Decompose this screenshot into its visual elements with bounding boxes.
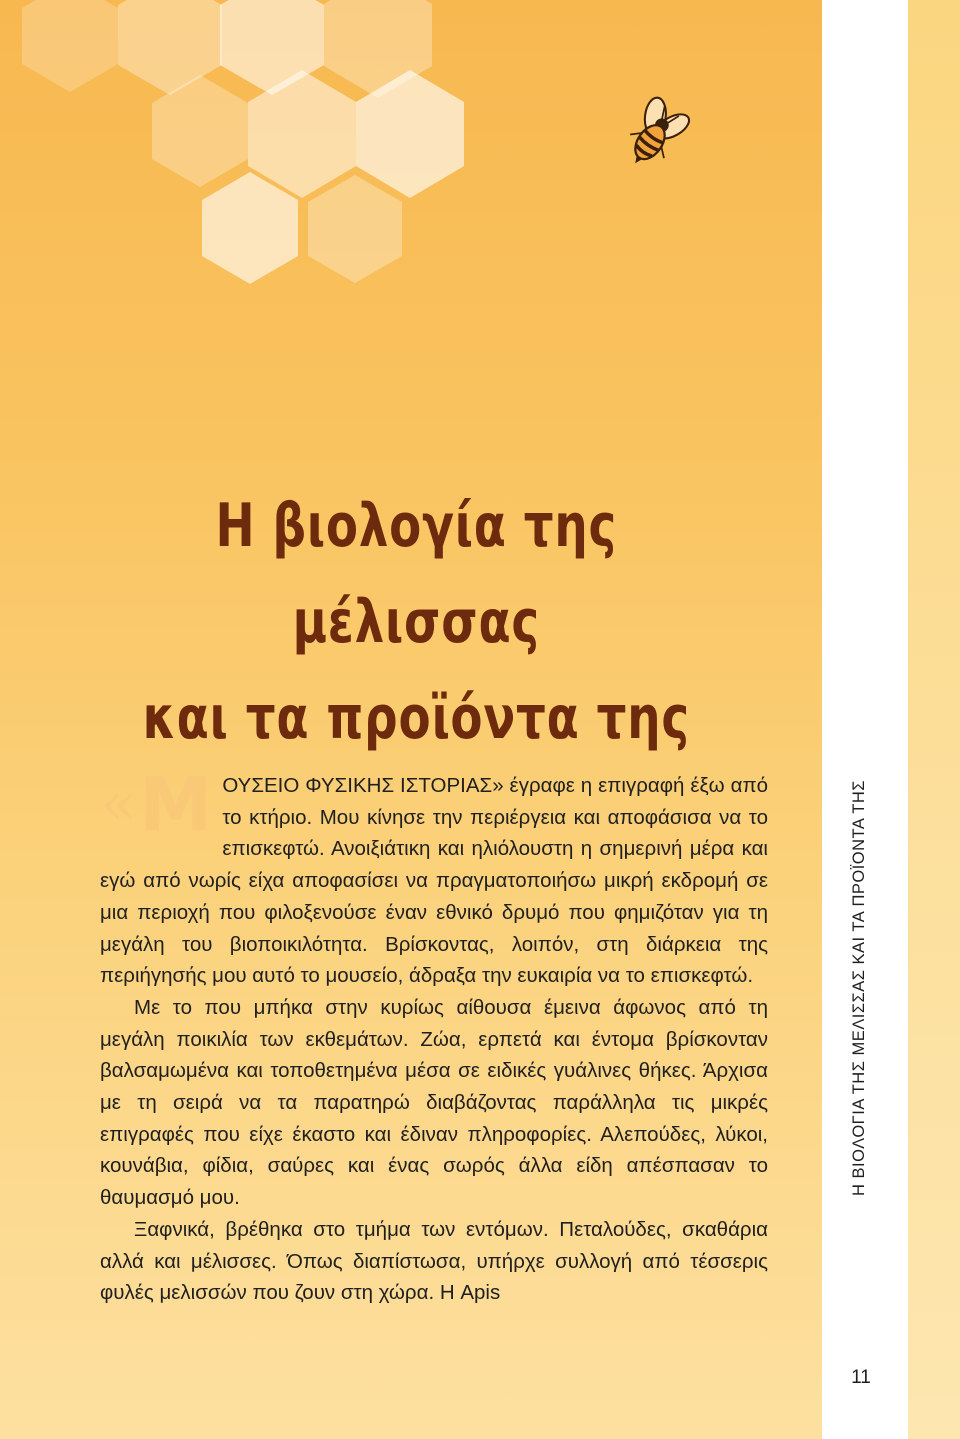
chapter-title-line-1: Η βιολογία της μέλισσας — [215, 491, 618, 657]
body-text — [100, 762, 768, 1309]
paragraph-1 — [100, 762, 768, 992]
honeycomb-decoration — [0, 0, 580, 360]
honeycomb-cell — [202, 172, 298, 284]
paragraph-2: Με το που μπήκα στην κυρίως αίθουσα έμεινα άφωνος από τη μεγάλη ποικιλία των εκθεμάτων. Ζώα, ερπετά και έντομα βρίσκονταν βαλσαμωμένα και τοποθετημένα μέσα σε ειδικές γυάλινες θήκες. Άρχισα με τη σειρά να τα παρατηρώ διαβάζοντας παράλληλα τις μικρές επιγραφές που είχε έκαστο και έδιναν πληροφορίες. Αλεπούδες, λύκοι, κουνάβια, φίδια, σαύρες και ένας σωρός άλλα είδη απέσπασαν το θαυμασμό μου. — [100, 995, 768, 1210]
chapter-title-line-2: και τα προϊόντα της — [142, 683, 690, 753]
page-number: 11 — [851, 1367, 871, 1388]
running-head: Η ΒΙΟΛΟΓΙΑ ΤΗΣ ΜΕΛΙΣΣΑΣ ΚΑΙ ΤΑ ΠΡΟΪΟΝΤΑ ΤΗΣ — [850, 780, 868, 1196]
paragraph-1-text: ΟΥΣΕΙΟ ΦΥΣΙΚΗΣ ΙΣΤΟΡΙΑΣ» έγραφε η επιγραφή έξω από το κτήριο. Μου κίνησε την περιέργεια και αποφάσισα να το επισκεφτώ. Ανοιξιάτικη και ηλιόλουστη η σημερινή μέρα και εγώ από νωρίς είχα αποφασίσει να πραγματοποιήσω μικρή εκδρομή σε μια περιοχή που φιλοξενούσε έναν εθνικό δρυμό που φημιζόταν για τη μεγάλη του βιοποικιλότητα. Βρίσκοντας, λοιπόν, στη διάρκεια της περιήγησής μου αυτό το μουσείο, άδραξα την ευκαιρία να το επισκεφτώ. — [100, 774, 768, 988]
drop-cap — [100, 762, 213, 848]
page-edge-stripe — [908, 0, 960, 1439]
honeycomb-cell — [308, 175, 402, 283]
honeycomb-cell — [22, 0, 118, 92]
drop-cap-letter: Μ — [138, 762, 213, 848]
drop-cap-quote: « — [100, 769, 137, 839]
bee-icon — [608, 96, 694, 182]
paragraph-3: Ξαφνικά, βρέθηκα στο τμήμα των εντόμων. Πεταλούδες, σκαθάρια αλλά και μέλισσες. Όπως διαπίστωσα, υπήρχε συλλογή από τέσσερις φυλές μελισσών που ζουν στη χώρα. Η Apis — [100, 1217, 768, 1305]
chapter-title — [96, 478, 737, 766]
